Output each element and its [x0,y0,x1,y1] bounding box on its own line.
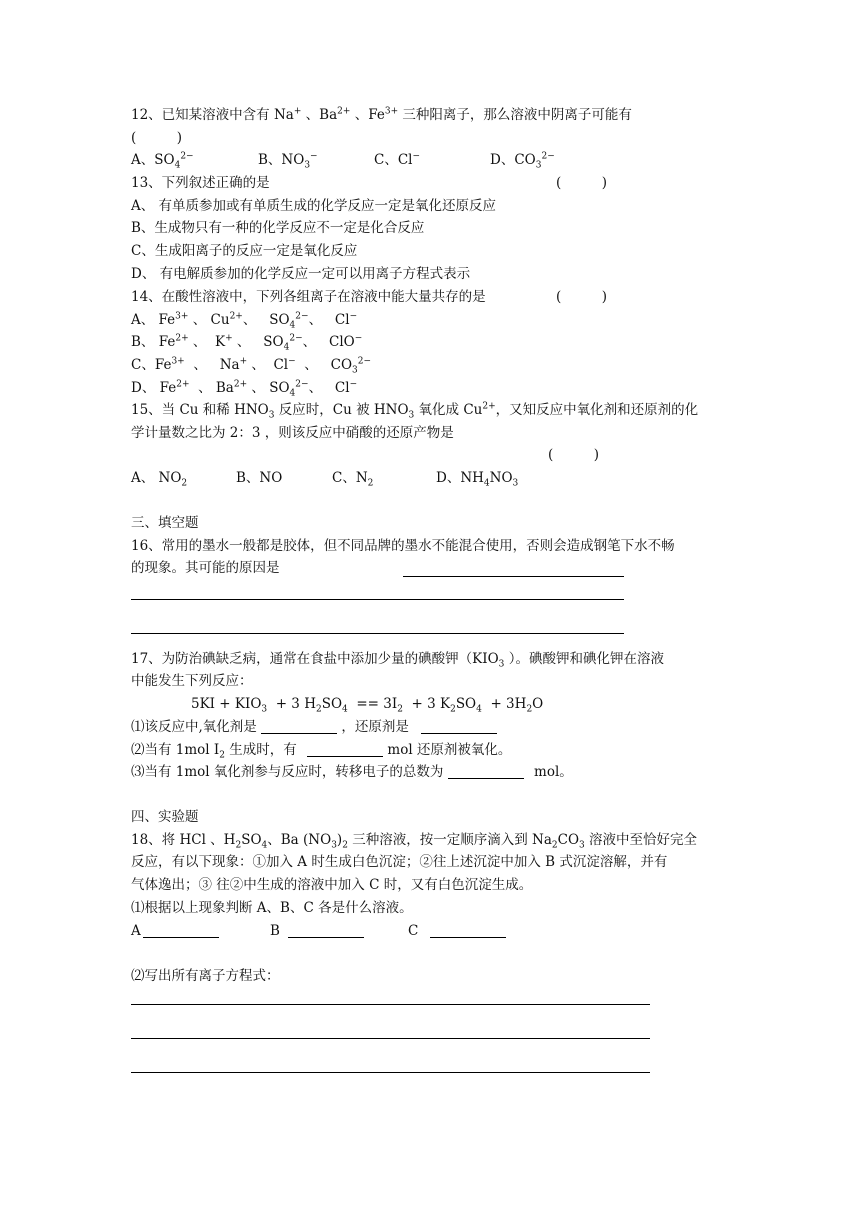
q16-answer-blank-3[interactable] [131,633,624,634]
q12-stem: 12、已知某溶液中含有 Na+ 、$Ba^{2+}$ 、$Fe^{3+}$ 三种阳离子，那么溶液中阴离子可能有 [131,106,632,123]
q15-paren: ( ) [548,447,600,463]
q18-label-b [270,922,364,940]
q17-part1 [131,718,497,736]
q14-option-d: D、 $Fe^{2+}$ 、 $Ba^{2+}$ 、 $SO_4^{2-}$、 Cl− [131,379,358,399]
q16-line1: 16、常用的墨水一般都是胶体，但不同品牌的墨水不能混合使用，否则会造成钢笔下水不畅 [131,538,675,554]
q17-equation: $5KI + KIO_3 + 3$ $H_2SO_4 == 3I_2 + 3$ $K_2SO_4 + 3H_2O$ [191,696,544,715]
q18-c-label: C [408,923,419,939]
q18-b-label: B [270,923,280,939]
q17-line1: 17、为防治碘缺乏病，通常在食盐中添加少量的碘酸钾（$KIO_3$ ）。碘酸钾和碘化钾在溶液 [131,651,664,670]
q17-oxidant-blank[interactable] [261,719,337,734]
q18-b-blank[interactable] [288,923,364,938]
q18-label-a [131,922,219,940]
q17-part3-prompt: ⑶当有 1mol 氧化剂参与反应时，转移电子的总数为 [131,764,444,780]
q13-stem: 13、下列叙述正确的是 [131,175,270,191]
q17-part3 [131,763,573,781]
q15-option-a: A、 $NO_2$ [131,470,188,489]
q15-option-d: D、$NH_4NO_3$ [436,470,519,489]
q18-line2: 反应，有以下现象：①加入 A 时生成白色沉淀；②往上述沉淀中加入 B 式沉淀溶解，并有 [131,854,668,870]
q17-line2: 中能发生下列反应： [131,673,253,689]
q18-a-blank[interactable] [143,923,219,938]
q13-option-a: A、 有单质参加或有单质生成的化学反应一定是氧化还原反应 [131,198,497,214]
q18-line1: 18、将 HCl 、$H_2SO_4$、Ba $(NO_3)_2$ 三种溶液，按一定顺序滴入到 $Na_2CO_3$ 溶液中至恰好完全 [131,832,698,851]
q15-line2: 学计量数之比为 2：3 ，则该反应中硝酸的还原产物是 [131,425,454,441]
q18-line3: 气体逸出；③ 往②中生成的溶液中加入 C 时，又有白色沉淀生成。 [131,877,533,893]
q14-option-a: A、 $Fe^{3+}$ 、 $Cu^{2+}$、 $SO_4^{2-}$、 Cl− [131,311,358,331]
q14-option-b: B、 $Fe^{2+}$ 、 K+ 、 $SO_4^{2-}$、 ClO− [131,333,363,353]
q18-label-c [408,922,506,940]
q17-part3-suffix: mol。 [534,764,573,780]
q17-part1-prompt: ⑴该反应中,氧化剂是 [131,719,257,735]
q12-option-b: B、$NO_3^-$ [258,151,318,171]
q18-c-blank[interactable] [430,923,506,938]
q17-part1-prompt-2: ，还原剂是 [341,719,409,735]
q13-option-c: C、生成阳离子的反应一定是氧化反应 [131,243,358,259]
q17-part2-suffix: mol 还原剂被氧化。 [387,742,512,758]
q17-part2: ⑵当有 1mol $I_2$ 生成时，有 mol 还原剂被氧化。 [131,742,512,761]
q13-paren: ( ) [556,175,608,191]
section-fill-in-title: 三、填空题 [131,515,199,531]
q16-answer-blank-1[interactable] [403,576,624,577]
q15-option-c: C、$N_2$ [332,470,374,489]
q17-reductant-blank[interactable] [421,719,497,734]
q14-paren: ( ) [556,289,608,305]
q13-option-d: D、 有电解质参加的化学反应一定可以用离子方程式表示 [131,266,471,282]
q12-option-a: A、$SO_4^{2-}$ [131,151,194,171]
q12-option-d: D、$CO_3^{2-}$ [490,151,555,171]
q13-option-b: B、生成物只有一种的化学反应不一定是化合反应 [131,220,425,236]
q15-option-b: B、NO [236,470,283,486]
q18-equation-blank-1[interactable] [131,1004,650,1005]
q15-line1: 15、当 Cu 和稀 $HNO_3$ 反应时，Cu 被 $HNO_3$ 氧化成 $Cu^{2+}$，又知反应中氧化剂和还原剂的化 [131,401,699,421]
q18-a-label: A [131,923,141,939]
q17-mol-blank[interactable] [307,742,383,757]
q14-option-c: C、$Fe^{3+}$ 、 Na+ 、 Cl− 、 $CO_3^{2-}$ [131,356,372,376]
q12-option-c: C、Cl− [374,151,421,168]
q16-answer-blank-2[interactable] [131,599,624,600]
q18-part1: ⑴根据以上现象判断 A、B、C 各是什么溶液。 [131,900,413,916]
q14-stem: 14、在酸性溶液中，下列各组离子在溶液中能大量共存的是 [131,289,486,305]
q16-line2: 的现象。其可能的原因是 [131,560,280,576]
q18-part2: ⑵写出所有离子方程式： [131,968,280,984]
q17-electron-blank[interactable] [448,764,524,779]
q12-paren: ( ) [131,130,183,146]
q18-equation-blank-3[interactable] [131,1072,650,1073]
q18-equation-blank-2[interactable] [131,1038,650,1039]
section-experiment-title: 四、实验题 [131,809,199,825]
